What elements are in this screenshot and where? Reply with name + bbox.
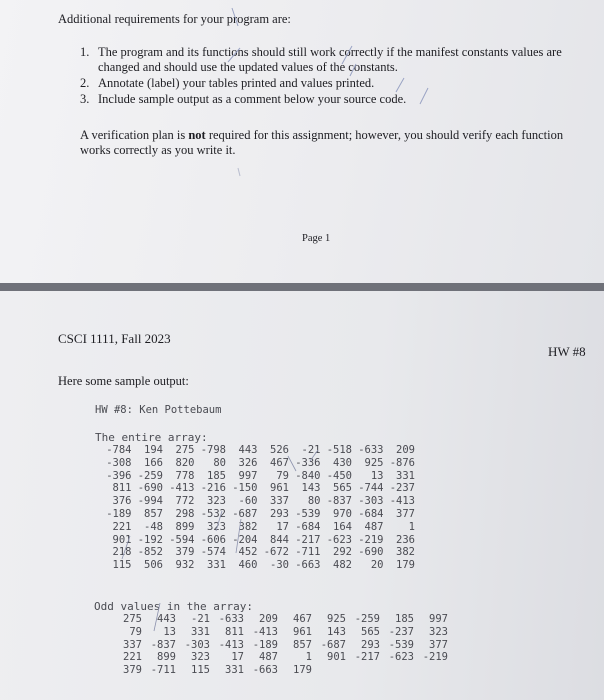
array-value: -192 (137, 533, 163, 546)
array-value: -633 (218, 613, 244, 625)
array-value: -663 (252, 664, 278, 677)
array-value: -413 (169, 482, 195, 495)
array-value: 487 (259, 651, 278, 664)
array-value: -623 (326, 533, 352, 546)
array-value: -189 (106, 507, 132, 520)
array-value: 379 (123, 664, 142, 677)
array-value: -606 (200, 533, 226, 546)
array-value: 143 (301, 482, 321, 495)
array-value: 901 (327, 651, 346, 664)
array-value: 221 (123, 651, 142, 664)
array-value: 970 (333, 507, 352, 520)
array-value: 331 (191, 625, 210, 638)
array-value: 326 (238, 456, 258, 469)
pen-stroke (396, 78, 404, 92)
array-value: 460 (238, 559, 258, 572)
array-value: 323 (207, 495, 226, 508)
verify-suffix: required for this assignment; however, you should verify each function works correctly as you write it. (80, 128, 564, 157)
array-value: -413 (252, 625, 278, 638)
array-value: 526 (270, 444, 289, 456)
array-value: -21 (191, 613, 210, 625)
array-value: 194 (144, 444, 163, 456)
array-value: 185 (207, 469, 226, 482)
array-value: 13 (163, 625, 176, 638)
array-value: -308 (106, 456, 132, 469)
array-value: -189 (252, 638, 278, 651)
page-number: Page 1 (302, 233, 331, 244)
array-value: 292 (333, 546, 352, 559)
array-value: -219 (422, 651, 448, 664)
array-value: -217 (295, 533, 321, 546)
array-value: 166 (144, 456, 163, 469)
array-value: -150 (232, 482, 258, 495)
array-value: -396 (106, 469, 132, 482)
array-value: -518 (326, 444, 352, 456)
array-value: 811 (225, 625, 244, 638)
array-value: -413 (389, 495, 415, 508)
array-value: 1 (305, 651, 312, 664)
array-value: -784 (106, 444, 132, 456)
array-value: 298 (175, 507, 195, 520)
page-separator (0, 283, 604, 291)
sample-output-label: Here some sample output: (58, 374, 189, 388)
array-value: 377 (429, 638, 448, 651)
array-value: 337 (270, 495, 289, 508)
array-value: 323 (207, 520, 226, 533)
array-value: -303 (184, 638, 210, 651)
array-value: -237 (388, 625, 414, 638)
array-value: 925 (364, 456, 384, 469)
document-page-bottom (0, 291, 604, 700)
array-value: -30 (270, 559, 289, 572)
requirement-number: 2. (80, 76, 90, 90)
array-value: -687 (320, 638, 346, 651)
array-value: 323 (191, 651, 210, 664)
array-value: 925 (327, 613, 346, 625)
array-value: -633 (358, 444, 384, 456)
array-value: 565 (361, 625, 380, 638)
array-value: 143 (327, 625, 346, 638)
array-value: -594 (169, 533, 195, 546)
array-value: 899 (175, 520, 195, 533)
array-value: -217 (354, 651, 380, 664)
verify-prefix: A verification plan is (80, 128, 189, 142)
array-value: 961 (270, 482, 289, 495)
array-value: -837 (150, 638, 176, 651)
array-value: 376 (112, 495, 132, 508)
array-value: 80 (307, 495, 321, 508)
array-value: 275 (123, 613, 142, 625)
entire-array-label: The entire array: (95, 431, 208, 444)
pen-stroke (420, 88, 428, 104)
array-value: 379 (175, 546, 195, 559)
output-header: HW #8: Ken Pottebaum (95, 404, 222, 416)
requirement-text: The program and its functions should still work correctly if the manifest constants values are changed and should use the updated values of the constants. (98, 45, 562, 74)
array-value: 565 (333, 482, 352, 495)
array-value: 179 (396, 559, 415, 572)
pen-stroke (310, 450, 318, 461)
array-value: 164 (333, 520, 352, 533)
array-value: 772 (175, 495, 195, 508)
array-value: 377 (396, 507, 415, 520)
array-value: 778 (175, 469, 195, 482)
pen-marks-bottom (0, 291, 604, 700)
array-value: 382 (396, 546, 415, 559)
array-value: 80 (213, 456, 226, 469)
array-value: 293 (270, 507, 289, 520)
array-value: 209 (396, 444, 415, 456)
array-value: -687 (232, 507, 258, 520)
array-value: 209 (259, 613, 278, 625)
array-value: 467 (293, 613, 312, 625)
array-value: -623 (388, 651, 414, 664)
array-value: -684 (358, 507, 384, 520)
array-value: 115 (191, 664, 210, 677)
array-value: 443 (157, 613, 176, 625)
pen-stroke (154, 603, 160, 631)
array-value: 185 (395, 613, 414, 625)
requirement-text: Include sample output as a comment below your source code. (98, 92, 407, 106)
pen-stroke (122, 536, 130, 559)
document-page-top (0, 0, 604, 283)
pen-marks-top (0, 0, 604, 283)
array-value: -204 (232, 533, 258, 546)
array-value: -876 (389, 456, 415, 469)
array-value: 179 (293, 664, 312, 677)
array-value: -837 (326, 495, 352, 508)
array-value: -574 (200, 546, 226, 559)
array-value: -994 (137, 495, 163, 508)
pen-stroke (232, 8, 238, 26)
array-value: 961 (293, 625, 312, 638)
array-value: 115 (112, 559, 132, 572)
array-value: 331 (207, 559, 226, 572)
array-value: 13 (370, 469, 384, 482)
array-value: 482 (333, 559, 352, 572)
array-value: 899 (157, 651, 176, 664)
array-value: 79 (276, 469, 289, 482)
array-value: -336 (295, 456, 321, 469)
pen-stroke (228, 48, 240, 62)
array-value: 337 (123, 638, 142, 651)
array-value: 452 (238, 546, 258, 559)
array-value: -852 (137, 546, 163, 559)
homework-label: HW #8 (548, 344, 586, 359)
array-value: 857 (144, 507, 163, 520)
array-value: -539 (295, 507, 321, 520)
array-value: -539 (388, 638, 414, 651)
array-value: 487 (364, 520, 384, 533)
array-value: 820 (175, 456, 195, 469)
pen-stroke (342, 46, 356, 76)
array-value: 430 (333, 456, 352, 469)
array-value: 932 (175, 559, 195, 572)
array-value: 382 (238, 520, 258, 533)
array-value: 857 (293, 638, 312, 651)
array-value: -219 (358, 533, 384, 546)
array-value: 997 (429, 613, 448, 625)
array-value: -413 (218, 638, 244, 651)
array-value: 506 (144, 559, 163, 572)
array-value: -532 (200, 507, 226, 520)
requirement-number: 3. (80, 92, 90, 106)
array-value: -450 (326, 469, 352, 482)
requirement-number: 1. (80, 45, 90, 59)
pen-stroke (216, 511, 222, 531)
array-value: -690 (358, 546, 384, 559)
array-value: -259 (354, 613, 380, 625)
array-value: -840 (295, 469, 321, 482)
array-value: -216 (200, 482, 226, 495)
course-title: CSCI 1111, Fall 2023 (58, 331, 171, 346)
array-value: 236 (396, 533, 415, 546)
array-value: 218 (112, 546, 132, 559)
array-value: -798 (200, 444, 226, 456)
array-value: -21 (301, 444, 321, 456)
array-value: -744 (358, 482, 384, 495)
array-value: -690 (137, 482, 163, 495)
array-value: 467 (270, 456, 289, 469)
requirement-text: Annotate (label) your tables printed and values printed. (98, 76, 375, 90)
array-value: 20 (370, 559, 384, 572)
array-value: -684 (295, 520, 321, 533)
array-value: -303 (358, 495, 384, 508)
array-value: -237 (389, 482, 415, 495)
array-value: 17 (276, 520, 289, 533)
array-value: 811 (112, 482, 132, 495)
pen-stroke (238, 168, 240, 176)
verify-bold: not (188, 128, 206, 142)
array-value: -711 (150, 664, 176, 677)
array-value: 331 (396, 469, 415, 482)
array-value: 331 (225, 664, 244, 677)
array-value: 1 (408, 520, 415, 533)
odd-values-label: Odd values in the array: (94, 600, 253, 613)
array-value: 79 (129, 625, 142, 638)
array-value: 221 (112, 520, 132, 533)
array-value: -711 (295, 546, 321, 559)
array-value: 901 (112, 533, 132, 546)
array-value: 275 (175, 444, 195, 456)
array-value: -672 (263, 546, 289, 559)
array-value: 17 (231, 651, 244, 664)
requirements-intro: Additional requirements for your program are: (58, 12, 291, 26)
pen-stroke (288, 456, 296, 471)
array-value: -60 (238, 495, 258, 508)
array-value: -259 (137, 469, 163, 482)
array-value: 293 (361, 638, 380, 651)
pen-stroke (236, 519, 241, 553)
array-value: 844 (270, 533, 289, 546)
array-value: 997 (238, 469, 258, 482)
array-value: -663 (295, 559, 321, 572)
array-value: 443 (238, 444, 258, 456)
array-value: 323 (429, 625, 448, 638)
array-value: -48 (144, 520, 163, 533)
